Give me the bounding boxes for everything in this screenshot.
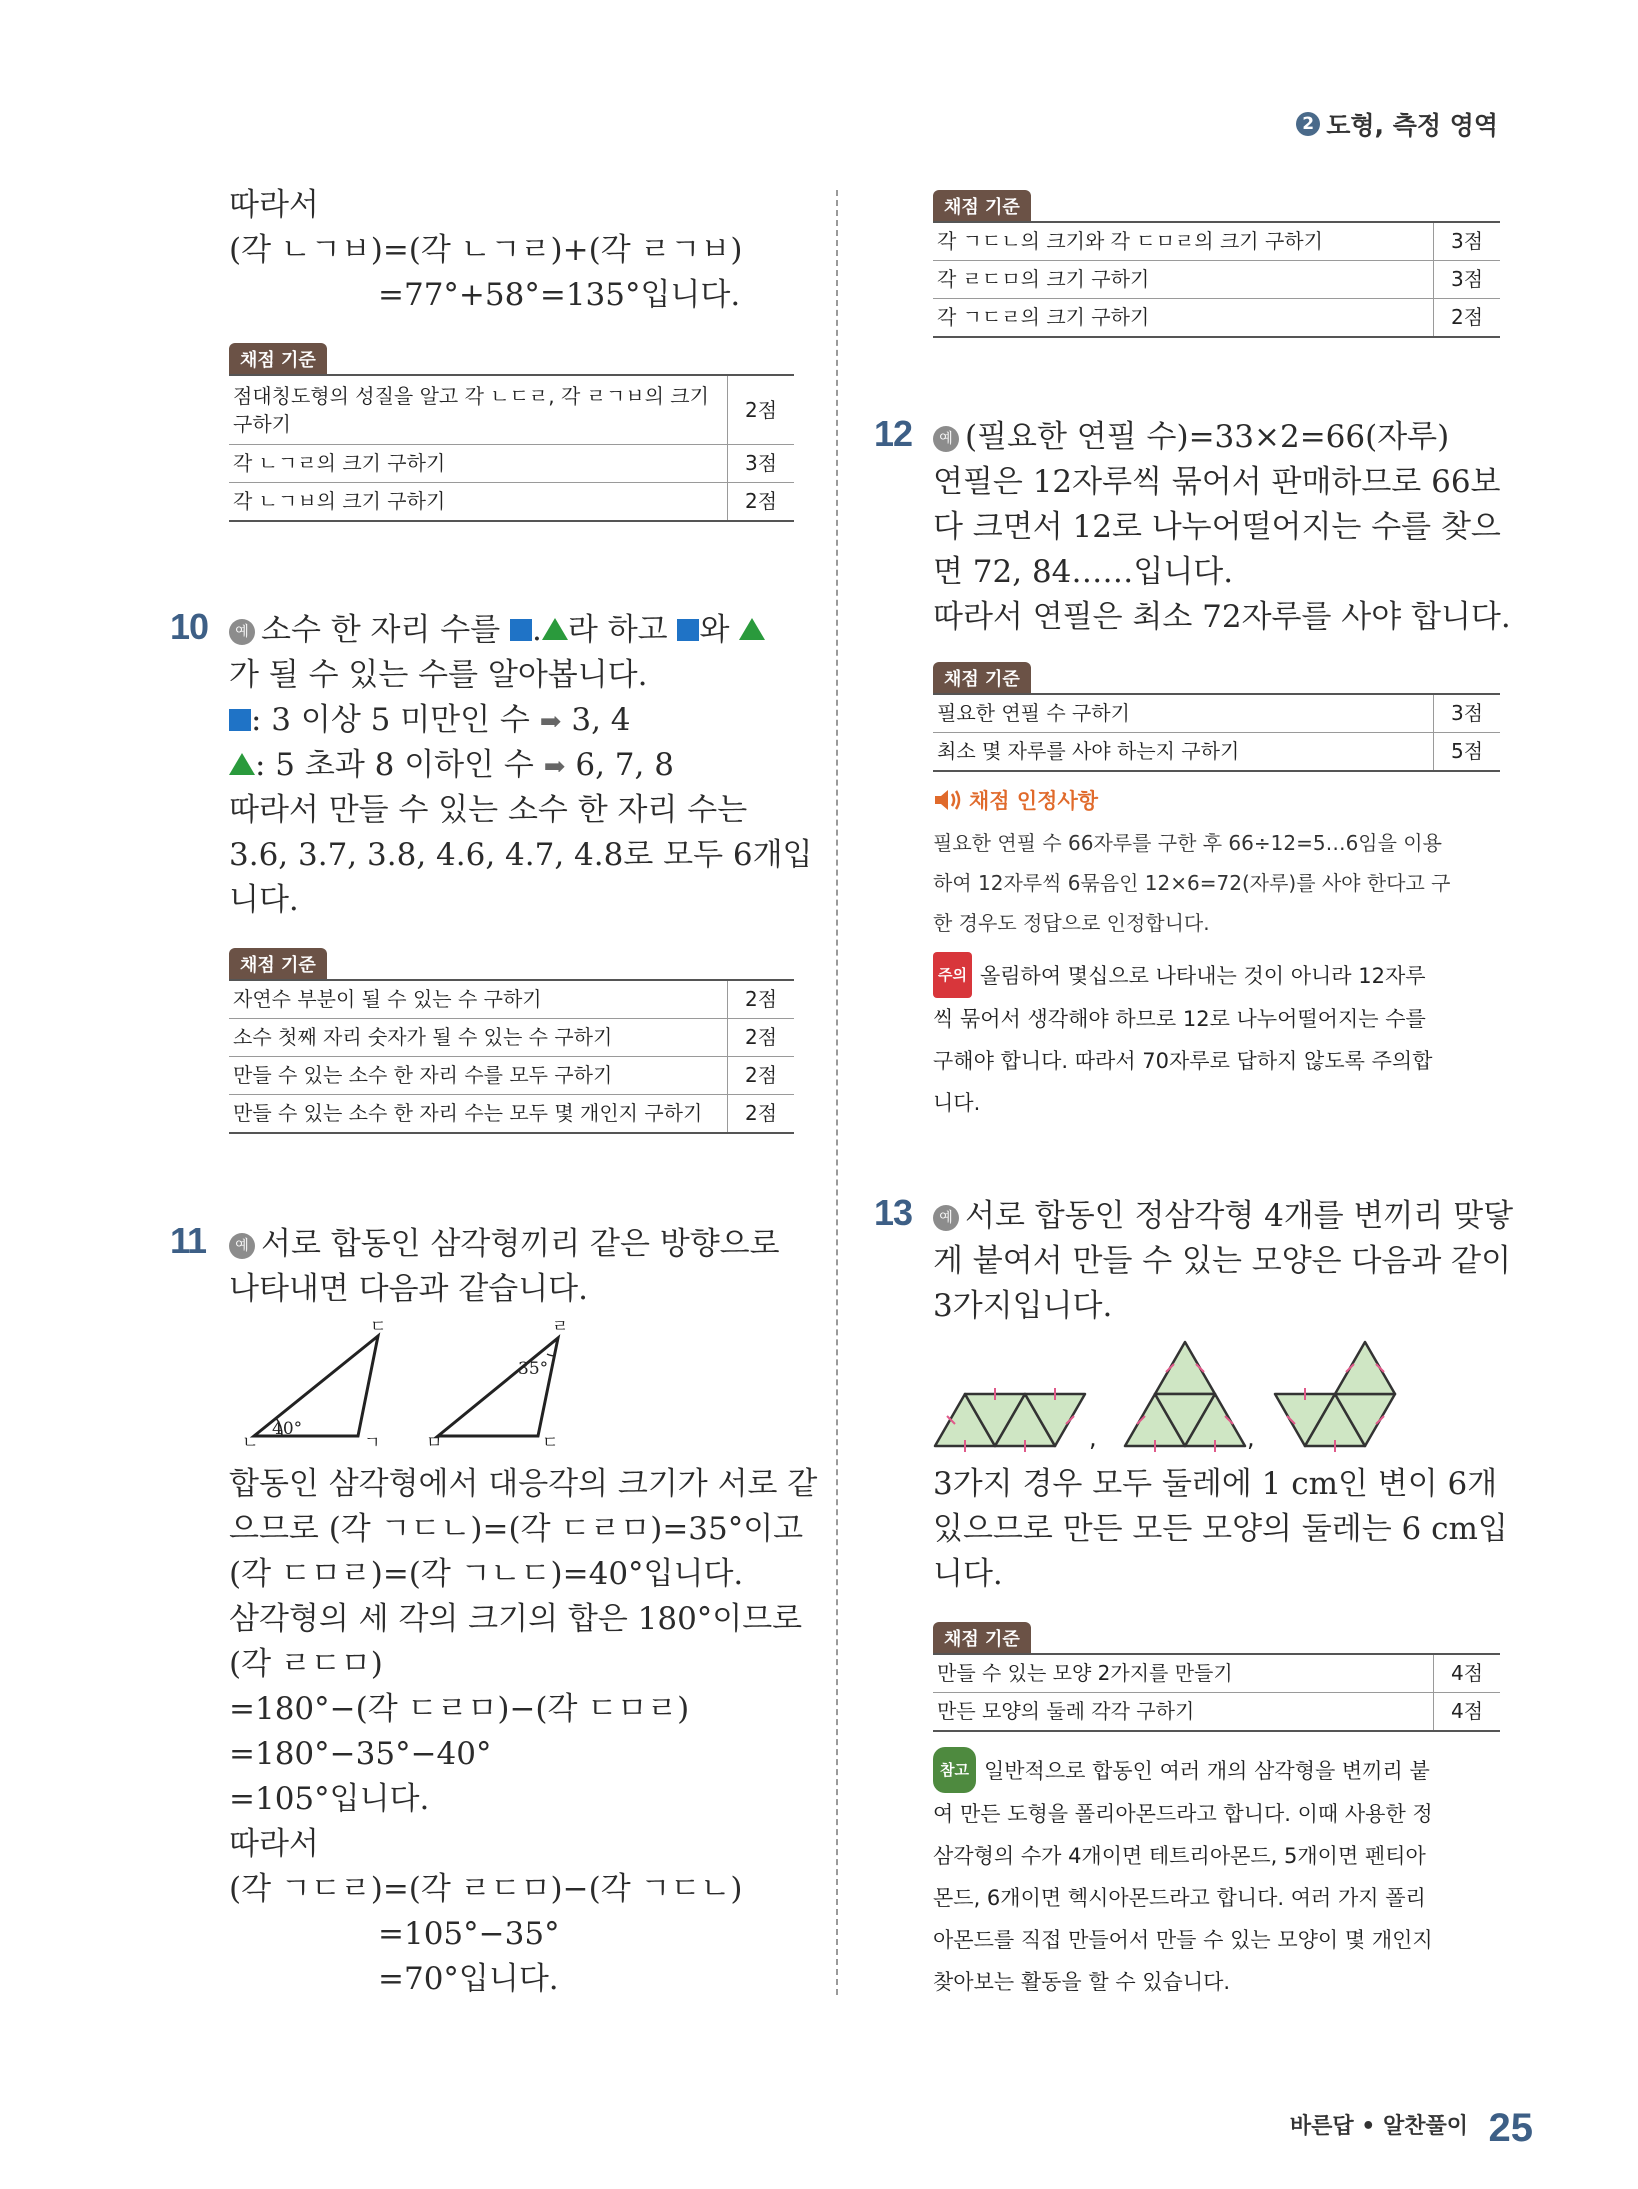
text-line: 3.6, 3.7, 3.8, 4.6, 4.7, 4.8로 모두 6개입 — [229, 837, 813, 873]
rubric-q11 — [933, 190, 1500, 338]
text-line: 니다. — [229, 882, 299, 918]
question-number: 12 — [874, 413, 913, 454]
text-line: =77°+58°=135°입니다. — [378, 277, 741, 313]
reference-tag: 참고 — [933, 1747, 976, 1793]
table-row — [229, 1019, 794, 1057]
text-line: =180°−35°−40° — [229, 1736, 492, 1772]
text-line — [229, 608, 765, 653]
shape-strip — [935, 1394, 1085, 1446]
arrow-right-icon: ➡ — [539, 707, 562, 737]
text-span: : 5 초과 8 이하인 수 — [255, 747, 534, 783]
rubric-points: 3점 — [728, 445, 795, 483]
rubric-item: 필요한 연필 수 구하기 — [933, 694, 1434, 733]
rubric-points: 2점 — [728, 1095, 795, 1134]
text-span: 라 하고 — [567, 612, 678, 648]
text-line: (각 ㄴㄱㅂ)=(각 ㄴㄱㄹ)+(각 ㄹㄱㅂ) — [229, 232, 743, 268]
angle-label: 40° — [272, 1419, 303, 1439]
text-line: 삼각형의 수가 4개이면 테트리아몬드, 5개이면 펜티아 — [933, 1844, 1426, 1868]
text-span: 올림하여 몇십으로 나타내는 것이 아니라 12자루 — [979, 964, 1426, 988]
rubric-tag: 채점 기준 — [933, 1622, 1031, 1653]
tetriamond-shapes-figure — [925, 1328, 1445, 1458]
text-line — [229, 1222, 780, 1267]
vertex-label: ㄷ — [370, 1318, 387, 1337]
rubric-item: 최소 몇 자루를 사야 하는지 구하기 — [937, 739, 1240, 763]
section-badge: 2 — [1296, 112, 1320, 136]
text-line: 으므로 (각 ㄱㄷㄴ)=(각 ㄷㄹㅁ)=35°이고 — [229, 1511, 804, 1547]
text-line: 면 72, 84……입니다. — [933, 554, 1234, 590]
text-line: 합동인 삼각형에서 대응각의 크기가 서로 같 — [229, 1466, 818, 1502]
rubric-item: 만들 수 있는 소수 한 자리 수를 모두 구하기 — [229, 1057, 728, 1095]
example-badge: 예 — [933, 1205, 959, 1231]
rubric-points: 2점 — [728, 1057, 795, 1095]
text-line: 여 만든 도형을 폴리아몬드라고 합니다. 이때 사용한 정 — [933, 1802, 1433, 1826]
rubric-table — [933, 1653, 1500, 1732]
rubric-item: 만들 수 있는 모양 2가지를 만들기 — [933, 1654, 1434, 1693]
congruent-triangles-figure — [230, 1318, 610, 1453]
vertex-label: ㄴ — [242, 1433, 259, 1453]
rubric-table — [933, 221, 1500, 338]
rubric-points: 3점 — [1434, 694, 1501, 733]
triangle-2 — [426, 1318, 568, 1453]
reference-note — [933, 1747, 1513, 2003]
rubric-item: 각 ㄱㄷㄹ의 크기 구하기 — [937, 305, 1150, 329]
text-line: =180°−(각 ㄷㄹㅁ)−(각 ㄷㅁㄹ) — [229, 1691, 690, 1727]
text-span: 6, 7, 8 — [575, 747, 674, 783]
table-row — [933, 1654, 1500, 1693]
rubric-item: 만든 모양의 둘레 각각 구하기 — [937, 1699, 1195, 1723]
question-number: 10 — [170, 606, 209, 647]
rubric-table — [229, 374, 794, 522]
text-line: (각 ㄷㅁㄹ)=(각 ㄱㄴㄷ)=40°입니다. — [229, 1556, 744, 1592]
section-header — [1296, 106, 1498, 142]
text-line: 몬드, 6개이면 헥시아몬드라고 합니다. 여러 가지 폴리 — [933, 1886, 1426, 1910]
table-row — [933, 299, 1500, 338]
text-line: (각 ㄹㄷㅁ) — [229, 1646, 383, 1682]
text-line: 한 경우도 정답으로 인정합니다. — [933, 911, 1210, 935]
rubric-tag: 채점 기준 — [933, 190, 1031, 221]
arrow-right-icon: ➡ — [543, 752, 566, 782]
example-badge: 예 — [229, 1233, 255, 1259]
text-line: 연필은 12자루씩 묶어서 판매하므로 66보 — [933, 464, 1501, 500]
shape-big-triangle — [1125, 1342, 1245, 1446]
text-line — [933, 1194, 1513, 1239]
text-line — [933, 952, 1513, 998]
text-line: 가 될 수 있는 수를 알아봅니다. — [229, 657, 648, 693]
rubric-points: 3점 — [1434, 222, 1501, 261]
green-triangle-icon — [739, 618, 765, 640]
rubric-item: 점대칭도형의 성질을 알고 각 ㄴㄷㄹ, 각 ㄹㄱㅂ의 크기 구하기 — [229, 375, 728, 445]
text-line: =70°입니다. — [378, 1961, 559, 1997]
text-line — [933, 1747, 1513, 1793]
column-divider — [836, 190, 838, 1995]
rubric-q12 — [933, 662, 1500, 772]
rubric-points: 2점 — [728, 483, 795, 522]
rubric-q13 — [933, 1622, 1500, 1732]
section-title: 도형, 측정 영역 — [1326, 111, 1498, 140]
page-number: 25 — [1488, 2106, 1533, 2150]
separator-comma: , — [1247, 1424, 1255, 1452]
text-line: 찾아보는 활동을 할 수 있습니다. — [933, 1970, 1231, 1994]
scoring-accept-header — [933, 785, 1098, 816]
text-line: =105°입니다. — [229, 1781, 430, 1817]
text-span: 서로 합동인 삼각형끼리 같은 방향으로 — [261, 1226, 780, 1262]
speaker-icon — [933, 788, 963, 812]
rubric-tag: 채점 기준 — [933, 662, 1031, 693]
text-line — [933, 415, 1449, 460]
text-line: 따라서 — [229, 1826, 319, 1862]
text-span: : 3 이상 5 미만인 수 — [251, 702, 530, 738]
rubric-item: 소수 첫째 자리 숫자가 될 수 있는 수 구하기 — [229, 1019, 728, 1057]
table-row — [933, 261, 1500, 299]
text-span: 일반적으로 합동인 여러 개의 삼각형을 변끼리 붙 — [983, 1759, 1430, 1783]
table-row — [933, 222, 1500, 261]
text-line: 따라서 — [229, 187, 319, 223]
text-line: 있으므로 만든 모든 모양의 둘레는 6 cm입 — [933, 1511, 1508, 1547]
vertex-label: ㄱ — [364, 1433, 381, 1453]
table-row — [229, 980, 794, 1019]
text-line: 삼각형의 세 각의 크기의 합은 180°이므로 — [229, 1601, 803, 1637]
vertex-label: ㄹ — [552, 1318, 569, 1337]
text-line: 구해야 합니다. 따라서 70자루로 답하지 않도록 주의합 — [933, 1049, 1433, 1073]
blue-square-icon — [677, 619, 699, 641]
text-line — [229, 698, 631, 745]
footer-label: 바른답 • 알찬풀이 — [1289, 2114, 1468, 2139]
rubric-tag: 채점 기준 — [229, 948, 327, 979]
text-line: 3가지입니다. — [933, 1288, 1113, 1324]
rubric-points: 4점 — [1434, 1654, 1501, 1693]
text-line: 나타내면 다음과 같습니다. — [229, 1271, 588, 1307]
rubric-q10 — [229, 948, 794, 1134]
example-badge: 예 — [229, 619, 255, 645]
table-row — [933, 733, 1500, 772]
accept-label: 채점 인정사항 — [969, 789, 1099, 813]
text-line — [229, 743, 674, 790]
triangle-1 — [242, 1318, 386, 1453]
rubric-q9 — [229, 343, 794, 522]
shape-bent — [1275, 1342, 1395, 1446]
vertex-label: ㄷ — [542, 1433, 559, 1453]
rubric-table — [933, 693, 1500, 772]
rubric-item: 각 ㄹㄷㅁ의 크기 구하기 — [933, 261, 1434, 299]
table-row — [229, 483, 794, 522]
rubric-points: 2점 — [728, 980, 795, 1019]
vertex-label: ㅁ — [426, 1433, 443, 1453]
text-line: 따라서 연필은 최소 72자루를 사야 합니다. — [933, 599, 1511, 635]
rubric-points: 2점 — [1434, 299, 1501, 338]
text-line: 필요한 연필 수 66자루를 구한 후 66÷12=5…6임을 이용 — [933, 831, 1442, 855]
rubric-points: 4점 — [1434, 1693, 1501, 1732]
table-row — [229, 445, 794, 483]
text-span: 3, 4 — [571, 702, 631, 738]
rubric-table — [229, 979, 794, 1134]
rubric-points: 2점 — [728, 1019, 795, 1057]
caution-note — [933, 952, 1513, 1124]
table-row — [229, 1095, 794, 1134]
text-line: 아몬드를 직접 만들어서 만들 수 있는 모양이 몇 개인지 — [933, 1928, 1433, 1952]
rubric-points: 3점 — [1434, 261, 1501, 299]
blue-square-icon — [229, 709, 251, 731]
text-span: . — [532, 612, 542, 648]
text-line: =105°−35° — [378, 1916, 560, 1952]
rubric-item: 각 ㄱㄷㄴ의 크기와 각 ㄷㅁㄹ의 크기 구하기 — [933, 222, 1434, 261]
rubric-tag: 채점 기준 — [229, 343, 327, 374]
text-span: 와 — [699, 612, 740, 648]
rubric-item: 만들 수 있는 소수 한 자리 수는 모두 몇 개인지 구하기 — [233, 1101, 703, 1125]
rubric-points: 5점 — [1434, 733, 1501, 772]
text-line: 따라서 만들 수 있는 소수 한 자리 수는 — [229, 792, 748, 828]
text-span: 소수 한 자리 수를 — [261, 612, 511, 648]
speaker-icon — [933, 785, 1098, 815]
text-span: (필요한 연필 수)=33×2=66(자루) — [965, 419, 1450, 455]
table-row — [933, 694, 1500, 733]
rubric-item: 각 ㄴㄱㅂ의 크기 구하기 — [233, 489, 446, 513]
blue-square-icon — [510, 619, 532, 641]
text-line: 니다. — [933, 1091, 981, 1115]
separator-comma: , — [1089, 1424, 1097, 1452]
text-line: 3가지 경우 모두 둘레에 1 cm인 변이 6개 — [933, 1466, 1498, 1502]
text-span: 서로 합동인 정삼각형 4개를 변끼리 맞닿 — [965, 1198, 1514, 1234]
text-line: 씩 묶어서 생각해야 하므로 12로 나누어떨어지는 수를 — [933, 1007, 1426, 1031]
rubric-item: 각 ㄴㄱㄹ의 크기 구하기 — [229, 445, 728, 483]
green-triangle-icon — [229, 753, 255, 775]
question-number: 13 — [874, 1192, 913, 1233]
example-badge: 예 — [933, 426, 959, 452]
rubric-points: 2점 — [728, 375, 795, 445]
question-number: 11 — [170, 1220, 207, 1261]
text-line: 니다. — [933, 1556, 1003, 1592]
text-line: 게 붙여서 만들 수 있는 모양은 다음과 같이 — [933, 1243, 1512, 1279]
caution-tag: 주의 — [933, 952, 972, 998]
text-line: (각 ㄱㄷㄹ)=(각 ㄹㄷㅁ)−(각 ㄱㄷㄴ) — [229, 1871, 743, 1907]
angle-label: 35° — [518, 1359, 549, 1379]
table-row — [933, 1693, 1500, 1732]
table-row — [229, 375, 794, 445]
rubric-item: 자연수 부분이 될 수 있는 수 구하기 — [229, 980, 728, 1019]
table-row — [229, 1057, 794, 1095]
green-triangle-icon — [542, 618, 568, 640]
text-line: 하여 12자루씩 6묶음인 12×6=72(자루)를 사야 한다고 구 — [933, 871, 1451, 895]
text-line: 다 크면서 12로 나누어떨어지는 수를 찾으 — [933, 509, 1501, 545]
